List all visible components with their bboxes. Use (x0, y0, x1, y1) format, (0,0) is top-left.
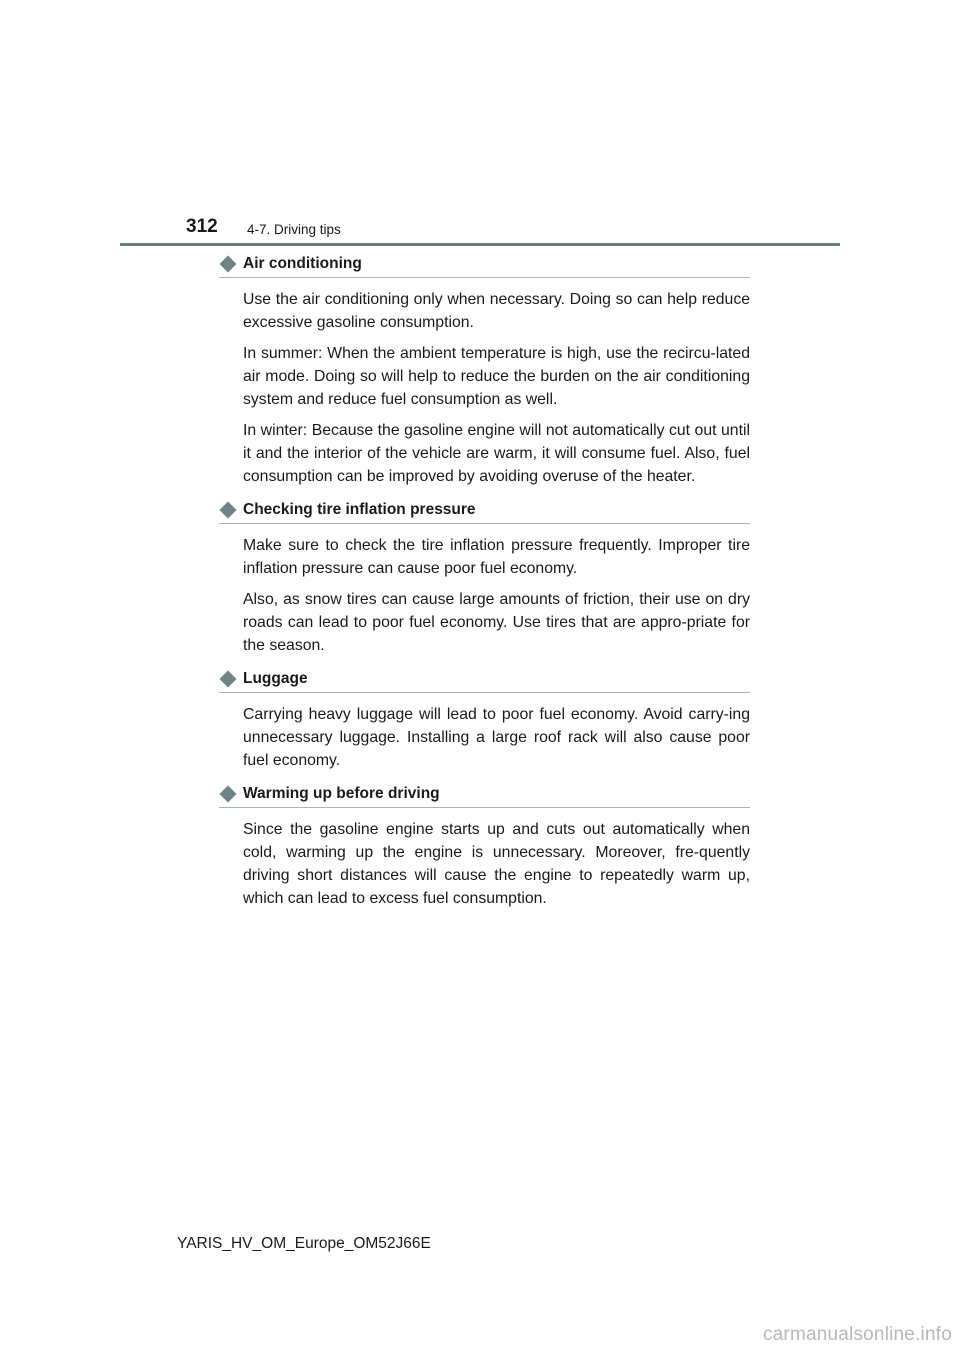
section-tire-pressure (219, 499, 750, 657)
section-heading-text: Luggage (243, 670, 308, 687)
section-heading-text: Air conditioning (243, 255, 362, 272)
content-body (219, 253, 750, 910)
watermark: carmanualsonline.info (762, 1324, 952, 1345)
section-heading (219, 668, 750, 693)
paragraph: Since the gasoline engine starts up and cuts out automatically when cold, warming up the engine is unnecessary. Moreover, fre-quently driving short distances will cause the engine to repeatedly warm up, which can lead to excess fuel consumption. (243, 821, 750, 907)
section-heading-text: Checking tire inflation pressure (243, 501, 476, 518)
footer-document-code: YARIS_HV_OM_Europe_OM52J66E (177, 1235, 431, 1252)
section-luggage (219, 668, 750, 772)
diamond-icon (220, 671, 237, 688)
diamond-icon (220, 502, 237, 519)
section-heading (219, 783, 750, 808)
paragraph: Also, as snow tires can cause large amounts of friction, their use on dry roads can lead to poor fuel economy. Use tires that are appro-priate for the season. (243, 591, 750, 654)
section-heading (219, 499, 750, 524)
paragraph: In winter: Because the gasoline engine will not automatically cut out until it and the interior of the vehicle are warm, it will consume fuel. Also, fuel consumption can be improved by avoiding overuse of the heater. (243, 422, 750, 485)
section-air-conditioning (219, 253, 750, 488)
page-number: 312 (186, 216, 218, 237)
header-rule (120, 243, 840, 246)
diamond-icon (220, 786, 237, 803)
section-label: 4-7. Driving tips (247, 222, 341, 237)
paragraph: Carrying heavy luggage will lead to poor fuel economy. Avoid carry-ing unnecessary luggage. Installing a large roof rack will also cause poor fuel economy. (243, 706, 750, 769)
paragraph: Make sure to check the tire inflation pressure frequently. Improper tire inflation pressure can cause poor fuel economy. (243, 537, 750, 577)
paragraph: Use the air conditioning only when necessary. Doing so can help reduce excessive gasoline consumption. (243, 291, 750, 331)
section-heading (219, 253, 750, 278)
diamond-icon (220, 256, 237, 273)
paragraph: In summer: When the ambient temperature is high, use the recircu-lated air mode. Doing so will help to reduce the burden on the air conditioning system and reduce fuel consumption as well. (243, 345, 750, 408)
section-heading-text: Warming up before driving (243, 785, 440, 802)
section-warming-up (219, 783, 750, 910)
